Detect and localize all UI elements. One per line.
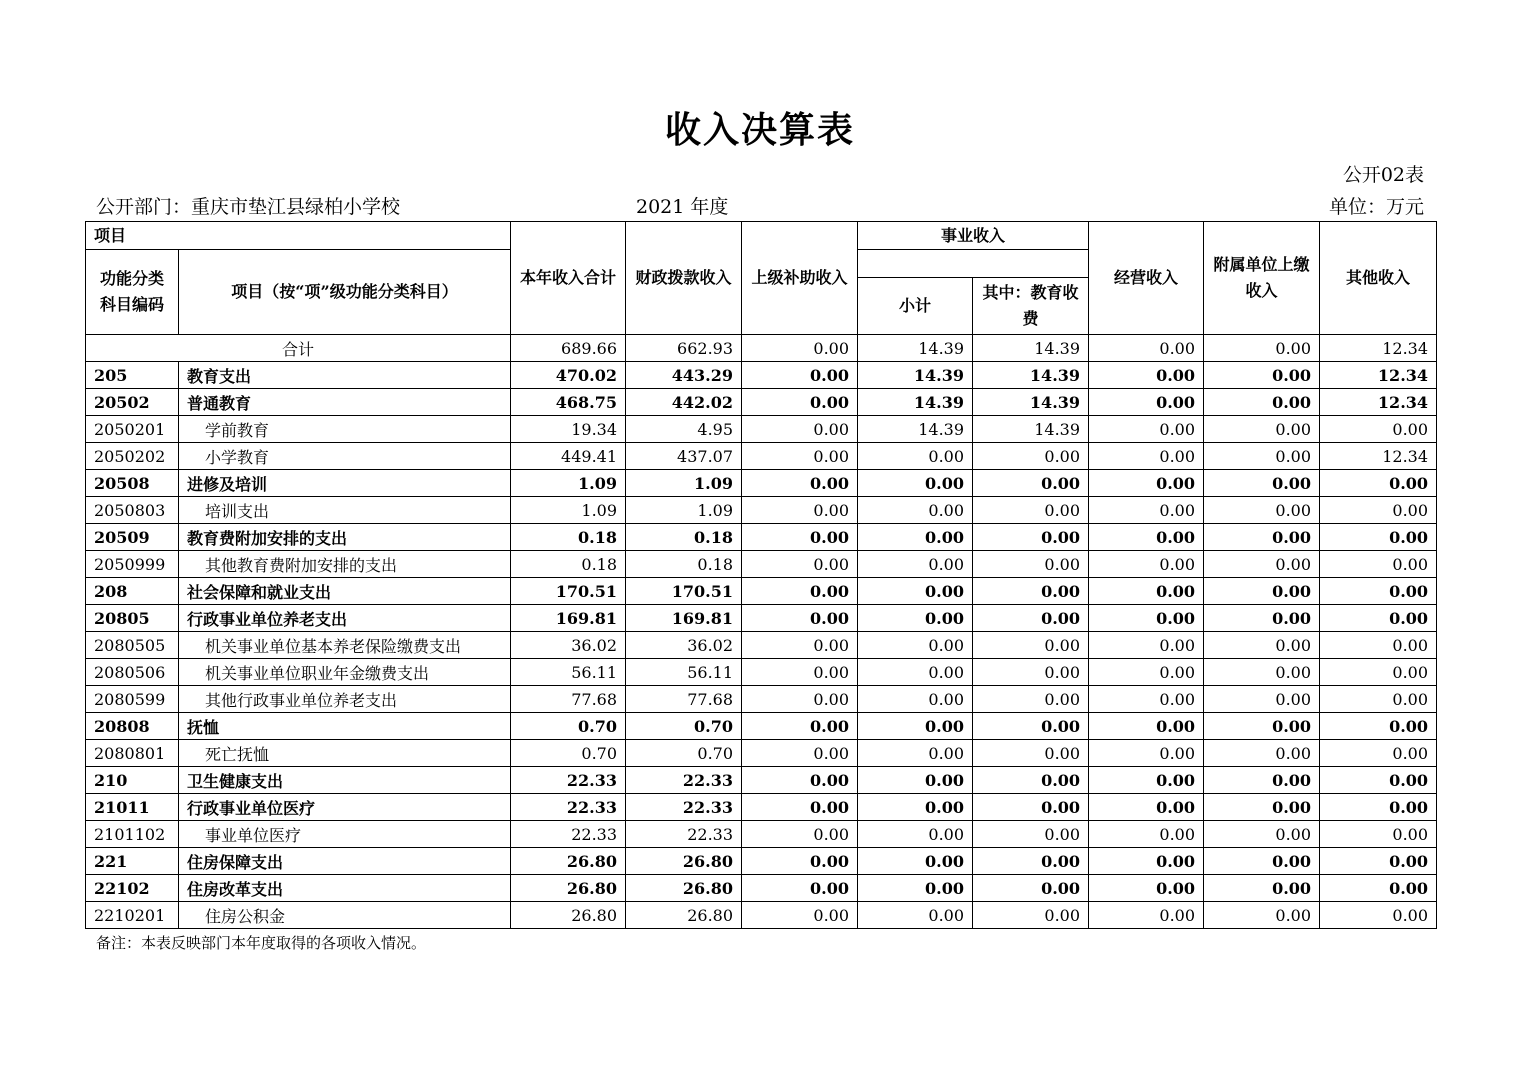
table-row xyxy=(86,497,1437,524)
table-row xyxy=(86,767,1437,794)
row-value: 0.00 xyxy=(1089,443,1204,470)
row-code: 2080506 xyxy=(86,659,179,686)
row-name: 卫生健康支出 xyxy=(179,767,511,794)
table-row xyxy=(86,686,1437,713)
row-value: 0.00 xyxy=(1089,686,1204,713)
table-row xyxy=(86,470,1437,497)
row-name: 行政事业单位养老支出 xyxy=(179,605,511,632)
row-value: 0.00 xyxy=(1089,659,1204,686)
row-value: 0.00 xyxy=(742,605,858,632)
row-value: 19.34 xyxy=(511,416,626,443)
row-value: 0.00 xyxy=(858,524,973,551)
row-value: 0.00 xyxy=(858,794,973,821)
row-code: 2050999 xyxy=(86,551,179,578)
row-value: 0.00 xyxy=(1204,389,1320,416)
row-value: 0.00 xyxy=(742,740,858,767)
page-title: 收入决算表 xyxy=(664,109,855,151)
row-value: 0.00 xyxy=(1204,470,1320,497)
total-cell: 0.00 xyxy=(1204,335,1320,362)
row-value: 0.00 xyxy=(742,794,858,821)
row-value: 56.11 xyxy=(626,659,742,686)
row-value: 12.34 xyxy=(1320,389,1437,416)
row-value: 0.00 xyxy=(973,902,1089,929)
row-value: 470.02 xyxy=(511,362,626,389)
fiscal-year-label: 2021 年度 xyxy=(636,196,729,218)
table-row xyxy=(86,848,1437,875)
row-code: 221 xyxy=(86,848,179,875)
row-value: 0.18 xyxy=(626,524,742,551)
row-value: 22.33 xyxy=(511,821,626,848)
row-value: 0.00 xyxy=(1204,902,1320,929)
row-name: 死亡抚恤 xyxy=(179,740,511,767)
row-value: 4.95 xyxy=(626,416,742,443)
row-code: 208 xyxy=(86,578,179,605)
row-value: 0.00 xyxy=(742,632,858,659)
table-row xyxy=(86,821,1437,848)
row-value: 0.00 xyxy=(742,821,858,848)
row-value: 0.00 xyxy=(1089,389,1204,416)
row-value: 0.00 xyxy=(1089,794,1204,821)
row-value: 0.00 xyxy=(1320,713,1437,740)
row-value: 0.00 xyxy=(1204,875,1320,902)
row-name: 行政事业单位医疗 xyxy=(179,794,511,821)
row-value: 0.00 xyxy=(973,713,1089,740)
row-value: 0.00 xyxy=(742,443,858,470)
row-value: 0.70 xyxy=(511,713,626,740)
row-value: 0.00 xyxy=(742,713,858,740)
row-value: 0.00 xyxy=(973,740,1089,767)
row-value: 36.02 xyxy=(626,632,742,659)
row-value: 0.00 xyxy=(1204,578,1320,605)
row-value: 0.00 xyxy=(858,551,973,578)
row-value: 26.80 xyxy=(511,848,626,875)
row-value: 0.00 xyxy=(1320,632,1437,659)
row-code: 2080505 xyxy=(86,632,179,659)
total-cell: 14.39 xyxy=(973,335,1089,362)
header-code: 功能分类科目编码 xyxy=(86,250,179,335)
row-name: 教育支出 xyxy=(179,362,511,389)
row-value: 0.00 xyxy=(742,686,858,713)
row-value: 0.00 xyxy=(1089,713,1204,740)
row-value: 0.00 xyxy=(858,470,973,497)
row-value: 12.34 xyxy=(1320,443,1437,470)
row-value: 26.80 xyxy=(626,848,742,875)
row-code: 2080599 xyxy=(86,686,179,713)
row-value: 77.68 xyxy=(511,686,626,713)
table-row xyxy=(86,389,1437,416)
row-value: 14.39 xyxy=(858,362,973,389)
row-name: 住房保障支出 xyxy=(179,848,511,875)
total-cell: 0.00 xyxy=(742,335,858,362)
row-value: 0.00 xyxy=(742,416,858,443)
row-value: 0.00 xyxy=(1320,470,1437,497)
row-value: 0.00 xyxy=(1320,767,1437,794)
row-value: 0.00 xyxy=(742,578,858,605)
row-name: 教育费附加安排的支出 xyxy=(179,524,511,551)
row-name: 其他教育费附加安排的支出 xyxy=(179,551,511,578)
table-row xyxy=(86,578,1437,605)
row-value: 26.80 xyxy=(511,902,626,929)
row-value: 0.00 xyxy=(858,821,973,848)
total-label: 合计 xyxy=(86,335,511,362)
unit-label: 单位：万元 xyxy=(1328,196,1424,218)
row-code: 20508 xyxy=(86,470,179,497)
header-business-edu: 其中：教育收费 xyxy=(973,278,1089,335)
form-number: 公开02表 xyxy=(1342,164,1424,186)
row-value: 0.00 xyxy=(1204,362,1320,389)
row-value: 468.75 xyxy=(511,389,626,416)
row-value: 14.39 xyxy=(973,389,1089,416)
row-value: 0.00 xyxy=(858,497,973,524)
total-row xyxy=(86,335,1437,362)
row-value: 0.00 xyxy=(1204,686,1320,713)
row-name: 机关事业单位基本养老保险缴费支出 xyxy=(179,632,511,659)
row-value: 22.33 xyxy=(511,794,626,821)
table-row xyxy=(86,551,1437,578)
row-value: 443.29 xyxy=(626,362,742,389)
row-value: 12.34 xyxy=(1320,362,1437,389)
row-value: 0.00 xyxy=(742,497,858,524)
row-value: 0.00 xyxy=(973,497,1089,524)
row-value: 0.00 xyxy=(858,605,973,632)
row-value: 170.51 xyxy=(511,578,626,605)
table-header xyxy=(86,222,1437,335)
department-label: 公开部门：重庆市垫江县绿柏小学校 xyxy=(96,196,401,218)
row-value: 0.00 xyxy=(973,848,1089,875)
row-value: 14.39 xyxy=(858,389,973,416)
row-value: 0.00 xyxy=(1204,821,1320,848)
row-value: 0.00 xyxy=(1089,605,1204,632)
row-value: 0.00 xyxy=(973,578,1089,605)
header-project: 项目 xyxy=(86,222,511,250)
row-value: 0.00 xyxy=(1089,632,1204,659)
row-value: 0.00 xyxy=(1320,875,1437,902)
row-value: 22.33 xyxy=(626,794,742,821)
row-value: 0.00 xyxy=(973,659,1089,686)
row-value: 0.00 xyxy=(1204,443,1320,470)
row-value: 0.00 xyxy=(973,443,1089,470)
row-code: 2101102 xyxy=(86,821,179,848)
table-row xyxy=(86,443,1437,470)
header-business: 事业收入 xyxy=(858,222,1089,250)
row-code: 21011 xyxy=(86,794,179,821)
row-value: 0.00 xyxy=(858,713,973,740)
row-value: 0.00 xyxy=(1204,632,1320,659)
row-code: 22102 xyxy=(86,875,179,902)
total-cell: 12.34 xyxy=(1320,335,1437,362)
row-value: 1.09 xyxy=(511,470,626,497)
row-name: 事业单位医疗 xyxy=(179,821,511,848)
row-value: 0.00 xyxy=(1320,794,1437,821)
row-value: 0.00 xyxy=(973,686,1089,713)
table-row xyxy=(86,740,1437,767)
row-value: 0.00 xyxy=(1204,416,1320,443)
row-value: 0.00 xyxy=(1320,416,1437,443)
header-superior: 上级补助收入 xyxy=(742,222,858,335)
row-name: 社会保障和就业支出 xyxy=(179,578,511,605)
row-value: 0.18 xyxy=(511,524,626,551)
row-code: 2050201 xyxy=(86,416,179,443)
row-value: 0.00 xyxy=(973,767,1089,794)
row-value: 0.00 xyxy=(1089,767,1204,794)
row-value: 0.00 xyxy=(1320,821,1437,848)
row-value: 0.00 xyxy=(1089,875,1204,902)
row-value: 0.00 xyxy=(858,767,973,794)
total-cell: 0.00 xyxy=(1089,335,1204,362)
row-value: 0.00 xyxy=(1089,902,1204,929)
row-code: 20805 xyxy=(86,605,179,632)
row-code: 205 xyxy=(86,362,179,389)
row-value: 0.00 xyxy=(742,362,858,389)
row-value: 0.70 xyxy=(626,713,742,740)
row-value: 0.00 xyxy=(1204,605,1320,632)
row-code: 2050803 xyxy=(86,497,179,524)
row-value: 0.00 xyxy=(1320,740,1437,767)
table-row xyxy=(86,794,1437,821)
row-value: 0.00 xyxy=(1089,470,1204,497)
row-code: 20502 xyxy=(86,389,179,416)
row-value: 0.00 xyxy=(1089,578,1204,605)
table-row xyxy=(86,713,1437,740)
row-value: 0.00 xyxy=(1089,551,1204,578)
row-value: 0.00 xyxy=(1320,551,1437,578)
row-value: 0.00 xyxy=(1204,524,1320,551)
row-value: 0.18 xyxy=(511,551,626,578)
header-name: 项目（按“项”级功能分类科目） xyxy=(179,250,511,335)
row-value: 0.00 xyxy=(973,470,1089,497)
row-value: 0.00 xyxy=(1320,524,1437,551)
row-value: 0.00 xyxy=(1320,659,1437,686)
row-value: 0.00 xyxy=(1089,740,1204,767)
row-value: 0.00 xyxy=(973,821,1089,848)
total-cell: 662.93 xyxy=(626,335,742,362)
total-cell: 14.39 xyxy=(858,335,973,362)
row-name: 住房改革支出 xyxy=(179,875,511,902)
header-business-subtotal: 小计 xyxy=(858,278,973,335)
row-value: 0.00 xyxy=(742,767,858,794)
row-value: 0.00 xyxy=(858,632,973,659)
row-value: 22.33 xyxy=(626,821,742,848)
row-name: 学前教育 xyxy=(179,416,511,443)
footnote: 备注：本表反映部门本年度取得的各项收入情况。 xyxy=(96,934,427,952)
row-name: 机关事业单位职业年金缴费支出 xyxy=(179,659,511,686)
table-row xyxy=(86,875,1437,902)
row-value: 0.00 xyxy=(1089,821,1204,848)
row-value: 0.00 xyxy=(742,875,858,902)
row-value: 14.39 xyxy=(858,416,973,443)
row-value: 0.00 xyxy=(973,875,1089,902)
table-row xyxy=(86,416,1437,443)
row-value: 0.00 xyxy=(1320,605,1437,632)
row-value: 0.00 xyxy=(1204,740,1320,767)
row-value: 0.00 xyxy=(1089,497,1204,524)
row-value: 169.81 xyxy=(626,605,742,632)
row-value: 0.00 xyxy=(742,659,858,686)
row-value: 0.00 xyxy=(1204,767,1320,794)
row-value: 437.07 xyxy=(626,443,742,470)
row-value: 0.00 xyxy=(973,524,1089,551)
row-name: 普通教育 xyxy=(179,389,511,416)
row-name: 住房公积金 xyxy=(179,902,511,929)
row-value: 0.00 xyxy=(1204,551,1320,578)
row-code: 20509 xyxy=(86,524,179,551)
row-value: 0.00 xyxy=(858,686,973,713)
row-value: 0.00 xyxy=(1320,497,1437,524)
row-value: 56.11 xyxy=(511,659,626,686)
table-row xyxy=(86,632,1437,659)
header-total: 本年收入合计 xyxy=(511,222,626,335)
row-value: 1.09 xyxy=(511,497,626,524)
row-code: 210 xyxy=(86,767,179,794)
header-fiscal: 财政拨款收入 xyxy=(626,222,742,335)
row-value: 0.00 xyxy=(1204,659,1320,686)
row-value: 0.00 xyxy=(1204,848,1320,875)
row-value: 442.02 xyxy=(626,389,742,416)
row-name: 进修及培训 xyxy=(179,470,511,497)
row-value: 0.00 xyxy=(1204,497,1320,524)
row-value: 0.00 xyxy=(973,605,1089,632)
header-other: 其他收入 xyxy=(1320,222,1437,335)
row-value: 0.00 xyxy=(973,632,1089,659)
row-name: 小学教育 xyxy=(179,443,511,470)
row-value: 0.70 xyxy=(511,740,626,767)
row-value: 0.00 xyxy=(1320,686,1437,713)
row-value: 169.81 xyxy=(511,605,626,632)
row-value: 0.70 xyxy=(626,740,742,767)
row-value: 0.00 xyxy=(1320,902,1437,929)
row-value: 0.00 xyxy=(1320,848,1437,875)
row-value: 77.68 xyxy=(626,686,742,713)
row-value: 0.00 xyxy=(858,875,973,902)
table-row xyxy=(86,902,1437,929)
row-value: 0.18 xyxy=(626,551,742,578)
table-row xyxy=(86,659,1437,686)
row-code: 20808 xyxy=(86,713,179,740)
row-value: 22.33 xyxy=(511,767,626,794)
row-value: 0.00 xyxy=(742,524,858,551)
row-value: 0.00 xyxy=(858,902,973,929)
row-value: 0.00 xyxy=(742,551,858,578)
table-body xyxy=(86,335,1437,929)
income-table xyxy=(85,221,1437,929)
row-name: 培训支出 xyxy=(179,497,511,524)
header-affiliate: 附属单位上缴收入 xyxy=(1204,222,1320,335)
row-value: 0.00 xyxy=(973,551,1089,578)
table-row xyxy=(86,605,1437,632)
row-code: 2050202 xyxy=(86,443,179,470)
row-code: 2210201 xyxy=(86,902,179,929)
table-row xyxy=(86,362,1437,389)
row-code: 2080801 xyxy=(86,740,179,767)
row-value: 0.00 xyxy=(1320,578,1437,605)
row-value: 0.00 xyxy=(973,794,1089,821)
row-value: 0.00 xyxy=(858,443,973,470)
row-value: 0.00 xyxy=(1204,794,1320,821)
row-value: 36.02 xyxy=(511,632,626,659)
row-value: 0.00 xyxy=(858,578,973,605)
row-value: 1.09 xyxy=(626,497,742,524)
row-value: 14.39 xyxy=(973,416,1089,443)
row-value: 0.00 xyxy=(742,848,858,875)
total-cell: 689.66 xyxy=(511,335,626,362)
table-row xyxy=(86,524,1437,551)
row-value: 0.00 xyxy=(858,740,973,767)
header-operating: 经营收入 xyxy=(1089,222,1204,335)
row-value: 0.00 xyxy=(1204,713,1320,740)
row-value: 0.00 xyxy=(742,902,858,929)
row-value: 0.00 xyxy=(858,659,973,686)
row-value: 0.00 xyxy=(1089,416,1204,443)
row-name: 其他行政事业单位养老支出 xyxy=(179,686,511,713)
row-value: 26.80 xyxy=(626,902,742,929)
row-name: 抚恤 xyxy=(179,713,511,740)
row-value: 1.09 xyxy=(626,470,742,497)
row-value: 22.33 xyxy=(626,767,742,794)
row-value: 14.39 xyxy=(973,362,1089,389)
row-value: 0.00 xyxy=(1089,362,1204,389)
row-value: 26.80 xyxy=(511,875,626,902)
row-value: 26.80 xyxy=(626,875,742,902)
row-value: 0.00 xyxy=(1089,848,1204,875)
row-value: 0.00 xyxy=(858,848,973,875)
row-value: 0.00 xyxy=(1089,524,1204,551)
row-value: 0.00 xyxy=(742,470,858,497)
row-value: 449.41 xyxy=(511,443,626,470)
row-value: 0.00 xyxy=(742,389,858,416)
row-value: 170.51 xyxy=(626,578,742,605)
